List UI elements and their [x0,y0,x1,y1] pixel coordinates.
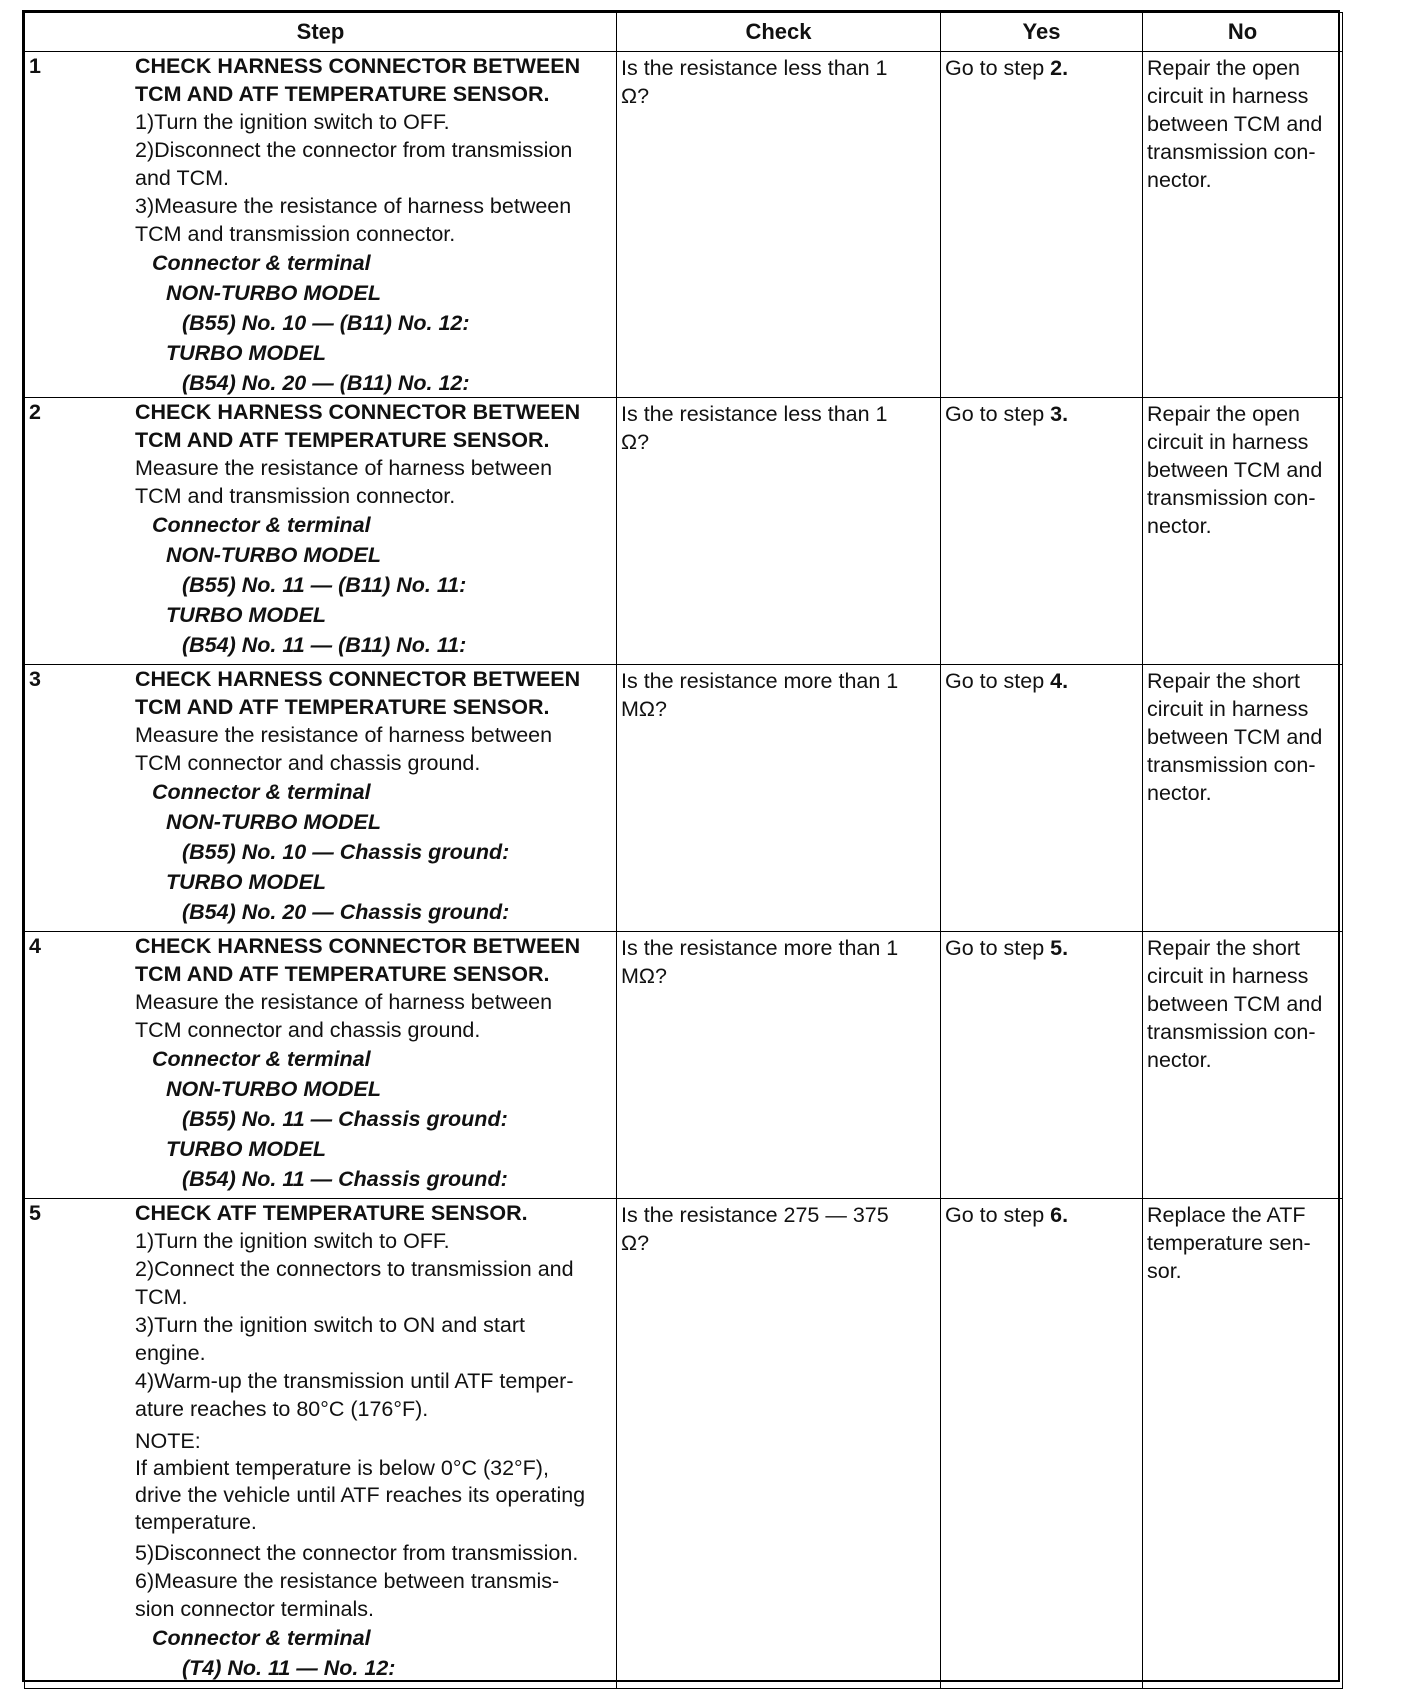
yes-step-link: 2. [1050,56,1069,80]
no-text: between TCM and [1147,112,1323,136]
yes-text: Go to step [945,56,1051,80]
check-text: Is the resistance less than 1 [621,402,888,426]
no-text: between TCM and [1147,458,1323,482]
no-text: transmission con- [1147,753,1316,777]
no-cell [1143,398,1343,665]
yes-cell [941,398,1143,665]
check-text: Is the resistance 275 — 375 [621,1203,889,1227]
step-number: 2 [29,400,41,424]
connector-label: Connector & terminal [152,251,371,275]
yes-cell [941,1199,1143,1689]
step-row-5 [25,1199,1343,1689]
no-text: Repair the short [1147,669,1300,693]
no-text: transmission con- [1147,140,1316,164]
check-text: Ω? [621,430,650,454]
instruction: TCM connector and chassis ground. [135,1018,481,1042]
no-text: nector. [1147,1048,1212,1072]
instruction: Measure the resistance of harness between [135,723,553,747]
no-cell [1143,665,1343,932]
instruction: TCM connector and chassis ground. [135,751,481,775]
model-name: NON-TURBO MODEL [166,281,381,305]
instruction: sion connector terminals. [135,1597,374,1621]
instruction: 3)Measure the resistance of harness between [135,194,572,218]
step-title: TCM AND ATF TEMPERATURE SENSOR. [135,82,550,106]
step-number: 3 [29,667,41,691]
check-cell [617,1199,941,1689]
no-text: Replace the ATF [1147,1203,1306,1227]
step-title: CHECK HARNESS CONNECTOR BETWEEN [135,54,581,78]
terminal-spec: (B54) No. 20 — Chassis ground: [182,900,510,924]
note-text: If ambient temperature is below 0°C (32°F), [135,1456,549,1480]
connector-label: Connector & terminal [152,780,371,804]
no-text: circuit in harness [1147,964,1309,988]
step-cell [25,665,617,932]
diagnostic-table [24,12,1343,1689]
header-yes: Yes [941,13,1143,52]
diagnostic-table-page [22,10,1340,1682]
header-no: No [1143,13,1343,52]
no-text: nector. [1147,514,1212,538]
check-text: MΩ? [621,964,667,988]
instruction: TCM and transmission connector. [135,222,456,246]
instruction: 5)Disconnect the connector from transmission. [135,1541,579,1565]
step-cell [25,398,617,665]
no-text: Repair the open [1147,56,1300,80]
no-text: nector. [1147,168,1212,192]
model-name: NON-TURBO MODEL [166,810,381,834]
model-name: TURBO MODEL [166,870,327,894]
yes-cell [941,665,1143,932]
terminal-spec: (B54) No. 20 — (B11) No. 12: [182,371,470,395]
model-name: TURBO MODEL [166,341,327,365]
model-name: TURBO MODEL [166,1137,327,1161]
model-name: TURBO MODEL [166,603,327,627]
step-row-3 [25,665,1343,932]
step-title: CHECK HARNESS CONNECTOR BETWEEN [135,667,581,691]
step-title: CHECK ATF TEMPERATURE SENSOR. [135,1201,528,1225]
yes-step-link: 3. [1050,402,1069,426]
yes-cell [941,932,1143,1199]
no-text: circuit in harness [1147,430,1309,454]
step-row-2 [25,398,1343,665]
instruction: 4)Warm-up the transmission until ATF temper- [135,1369,574,1393]
yes-text: Go to step [945,402,1051,426]
step-cell [25,932,617,1199]
step-row-4 [25,932,1343,1199]
step-number: 4 [29,934,41,958]
no-text: transmission con- [1147,1020,1316,1044]
check-cell [617,932,941,1199]
connector-label: Connector & terminal [152,1047,371,1071]
no-cell [1143,932,1343,1199]
no-text: temperature sen- [1147,1231,1311,1255]
note-text: temperature. [135,1510,257,1534]
no-text: sor. [1147,1259,1182,1283]
step-number: 1 [29,54,41,78]
model-name: NON-TURBO MODEL [166,1077,381,1101]
check-text: Ω? [621,84,650,108]
check-text: Ω? [621,1231,650,1255]
yes-step-link: 4. [1050,669,1069,693]
note-text: drive the vehicle until ATF reaches its operating [135,1483,586,1507]
check-cell [617,665,941,932]
instruction: 6)Measure the resistance between transmis- [135,1569,560,1593]
terminal-spec: (B54) No. 11 — Chassis ground: [182,1167,508,1191]
step-title: TCM AND ATF TEMPERATURE SENSOR. [135,962,550,986]
no-text: circuit in harness [1147,697,1309,721]
model-name: NON-TURBO MODEL [166,543,381,567]
step-number: 5 [29,1201,41,1225]
yes-text: Go to step [945,1203,1051,1227]
step-cell [25,1199,617,1689]
yes-cell [941,52,1143,398]
yes-step-link: 6. [1050,1203,1069,1227]
no-text: between TCM and [1147,725,1323,749]
no-cell [1143,1199,1343,1689]
header-step: Step [25,13,617,52]
instruction: TCM and transmission connector. [135,484,456,508]
terminal-spec: (B55) No. 10 — (B11) No. 12: [182,311,470,335]
yes-step-link: 5. [1050,936,1069,960]
note-label: NOTE: [135,1429,201,1453]
instruction: ature reaches to 80°C (176°F). [135,1397,429,1421]
instruction: 3)Turn the ignition switch to ON and start [135,1313,525,1337]
header-check: Check [617,13,941,52]
no-text: between TCM and [1147,992,1323,1016]
check-cell [617,398,941,665]
terminal-spec: (B55) No. 11 — Chassis ground: [182,1107,508,1131]
instruction: 2)Disconnect the connector from transmission [135,138,573,162]
instruction: and TCM. [135,166,229,190]
no-text: transmission con- [1147,486,1316,510]
terminal-spec: (B55) No. 10 — Chassis ground: [182,840,510,864]
yes-text: Go to step [945,936,1051,960]
instruction: TCM. [135,1285,188,1309]
step-title: CHECK HARNESS CONNECTOR BETWEEN [135,400,581,424]
connector-label: Connector & terminal [152,1626,371,1650]
step-cell [25,52,617,398]
no-text: Repair the open [1147,402,1300,426]
no-text: nector. [1147,781,1212,805]
step-title: TCM AND ATF TEMPERATURE SENSOR. [135,695,550,719]
header-row [25,13,1343,52]
instruction: engine. [135,1341,206,1365]
yes-text: Go to step [945,669,1051,693]
instruction: 1)Turn the ignition switch to OFF. [135,110,450,134]
instruction: 1)Turn the ignition switch to OFF. [135,1229,450,1253]
check-text: Is the resistance more than 1 [621,936,899,960]
step-row-1 [25,52,1343,398]
terminal-spec: (T4) No. 11 — No. 12: [182,1656,396,1680]
no-cell [1143,52,1343,398]
check-text: MΩ? [621,697,667,721]
instruction: Measure the resistance of harness between [135,456,553,480]
check-text: Is the resistance less than 1 [621,56,888,80]
step-title: TCM AND ATF TEMPERATURE SENSOR. [135,428,550,452]
instruction: Measure the resistance of harness between [135,990,553,1014]
connector-label: Connector & terminal [152,513,371,537]
step-title: CHECK HARNESS CONNECTOR BETWEEN [135,934,581,958]
check-cell [617,52,941,398]
check-text: Is the resistance more than 1 [621,669,899,693]
instruction: 2)Connect the connectors to transmission and [135,1257,574,1281]
terminal-spec: (B55) No. 11 — (B11) No. 11: [182,573,467,597]
no-text: Repair the short [1147,936,1300,960]
terminal-spec: (B54) No. 11 — (B11) No. 11: [182,633,467,657]
no-text: circuit in harness [1147,84,1309,108]
